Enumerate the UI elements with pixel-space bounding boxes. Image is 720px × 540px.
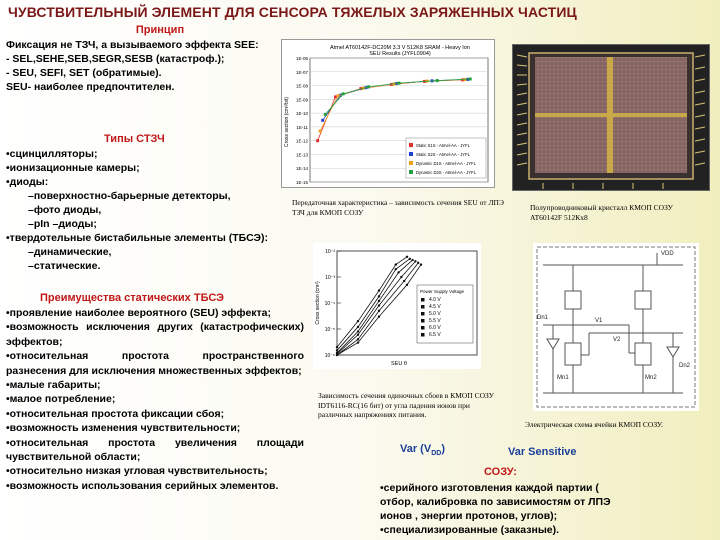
chart2-ytick-label: 10⁻³ bbox=[325, 275, 335, 281]
chart2-legend-swatch bbox=[421, 312, 425, 316]
chart2-data-point bbox=[357, 341, 359, 343]
chart2-data-point bbox=[406, 284, 408, 286]
list-item: •проявление наиболее вероятного (SEU) эффекта; bbox=[6, 307, 272, 319]
chart1-ytick-label: 1E-14 bbox=[295, 166, 308, 172]
principle-line: - SEL,SEHE,SEB,SEGR,SESB (катастроф.); bbox=[6, 53, 225, 65]
label-mn1: Mn1 bbox=[557, 375, 569, 381]
chart2-data-point bbox=[414, 260, 416, 262]
chart-seu-vs-let bbox=[281, 39, 495, 188]
chart2-legend-title: Power Supply Voltage bbox=[420, 289, 465, 294]
chart1-ytick-label: 1E-09 bbox=[295, 97, 308, 103]
label-v2: V2 bbox=[613, 337, 621, 343]
schematic-caption: Электрическая схема ячейки КМОП СОЗУ. bbox=[525, 420, 663, 429]
chart1-legend-label: Static S1S - Atmel-AA - JYFL bbox=[416, 143, 470, 148]
chart1-legend-label: Dynamic D1S - Atmel-AA - JYFL bbox=[416, 161, 477, 166]
chart2-data-point bbox=[417, 262, 419, 264]
chart1-data-point bbox=[342, 92, 345, 95]
list-item: •ионизационные камеры; bbox=[6, 162, 140, 174]
chart1-ytick-label: 1E-10 bbox=[295, 111, 308, 117]
chart2-legend-swatch bbox=[421, 298, 425, 302]
chart2-data-point bbox=[336, 354, 338, 356]
chart1-data-point bbox=[469, 77, 472, 80]
chart2-caption: Зависимость сечения одиночных сбоев в КМОП СОЗУ IDT6116-RC(16 бит) от угла падения ионов при различных напряжениях питания. bbox=[318, 391, 494, 419]
chart2-legend bbox=[417, 285, 473, 343]
chart2-data-point bbox=[378, 310, 380, 312]
chart1-data-point bbox=[436, 79, 439, 82]
list-item: •относительная простота пространственного разнесения для исключения множественных эффектов; bbox=[6, 350, 304, 377]
principle-heading: Принцип bbox=[135, 24, 185, 36]
chart2-legend-label: 6.5 V bbox=[429, 332, 441, 338]
list-item: •возможность использования серийных элементов. bbox=[6, 479, 279, 492]
chart1-legend-swatch bbox=[409, 152, 413, 156]
sram-cell-schematic bbox=[533, 243, 699, 411]
chart2-legend-label: 4.5 V bbox=[429, 304, 441, 310]
list-item: –поверхностно-барьерные детекторы, bbox=[28, 190, 231, 202]
chart1-legend-label: Dynamic D2S - Atmel-AA - JYFL bbox=[416, 170, 477, 175]
label-v1: V1 bbox=[595, 318, 603, 324]
list-item: –фото диоды, bbox=[28, 204, 102, 216]
principle-line: Фиксация не ТЗЧ, а вызываемого эффекта SEE: bbox=[6, 39, 259, 51]
chart1-ytick-label: 1E-15 bbox=[295, 180, 308, 185]
chart1-caption: Передаточная характеристика – зависимость сечения SEU от ЛПЭ ТЗЧ для КМОП СОЗУ bbox=[292, 198, 504, 217]
chart2-legend-label: 4.0 V bbox=[429, 297, 441, 303]
chart2-legend-swatch bbox=[421, 305, 425, 309]
chart2-data-point bbox=[403, 280, 405, 282]
chart2-data-point bbox=[397, 271, 399, 273]
chart1-ytick-label: 1E-12 bbox=[295, 138, 308, 144]
chart2-ytick-label: 10⁻⁶ bbox=[324, 353, 335, 359]
chart2-legend-label: 5.5 V bbox=[429, 318, 441, 324]
chart1-legend bbox=[406, 138, 486, 178]
chart2-ytick-label: 10⁻⁴ bbox=[324, 301, 335, 307]
chart2-data-point bbox=[400, 276, 402, 278]
list-item: •специализированные (заказные). bbox=[380, 524, 560, 536]
chart2-data-point bbox=[336, 346, 338, 348]
page-title: ЧУВСТВИТЕЛЬНЫЙ ЭЛЕМЕНТ ДЛЯ СЕНСОРА ТЯЖЕЛЫХ ЗАРЯЖЕННЫХ ЧАСТИЦ bbox=[8, 4, 577, 20]
list-item: •малое потребление; bbox=[6, 393, 116, 406]
chart1-ytick-label: 1E-08 bbox=[295, 83, 308, 89]
list-item: –pIn –диоды; bbox=[28, 218, 97, 230]
chart2-data-point bbox=[378, 315, 380, 317]
principle-text bbox=[6, 38, 276, 94]
chart2-legend-label: 6.0 V bbox=[429, 325, 441, 331]
list-item: •относительно низкая угловая чувствительность; bbox=[6, 465, 268, 478]
label-vdd: VDD bbox=[661, 251, 674, 257]
chart2-data-point bbox=[406, 256, 408, 258]
list-item: •серийного изготовления каждой партии ( отбор, калибровка по зависимостям от ЛПЭ ионов , энергии протонов, углов); bbox=[380, 482, 611, 522]
chart2-data-point bbox=[357, 334, 359, 336]
chart1-data-point bbox=[319, 130, 322, 133]
chart2-data-point bbox=[378, 300, 380, 302]
chart2-legend-swatch bbox=[421, 319, 425, 323]
chart1-data-point bbox=[316, 139, 319, 142]
chart2-data-point bbox=[378, 289, 380, 291]
chart-xsection-vs-angle bbox=[313, 243, 481, 369]
chip-caption: Полупроводниковый кристалл КМОП СОЗУ AT60142F 512Кх8 bbox=[530, 203, 673, 222]
var-sensitive-label: Var Sensitive bbox=[508, 446, 577, 458]
sozu-list bbox=[380, 481, 630, 537]
chart1-data-point bbox=[398, 82, 401, 85]
chart2-data-point bbox=[357, 330, 359, 332]
chart2-xlabel: SEU θ bbox=[391, 361, 407, 367]
label-mn2: Mn2 bbox=[645, 375, 657, 381]
advantages-heading: Преимущества статических ТБСЭ bbox=[40, 292, 224, 304]
label-dn1: Dn1 bbox=[537, 315, 549, 321]
chart2-ylabel: Cross section (cm²) bbox=[315, 281, 321, 325]
chart2-data-point bbox=[409, 258, 411, 260]
var-vdd-close: ) bbox=[441, 443, 445, 455]
list-item: •относительная простота фиксации сбоя; bbox=[6, 407, 225, 420]
list-item: •возможность изменения чувствительности; bbox=[6, 422, 241, 435]
var-vdd-label bbox=[400, 443, 445, 457]
sozu-heading: СОЗУ: bbox=[484, 466, 517, 478]
list-item: •возможность исключения других (катастрофических) эффектов; bbox=[6, 321, 304, 348]
list-item: •диоды: bbox=[6, 176, 49, 188]
chart2-data-point bbox=[411, 259, 413, 261]
var-vdd-text: Var (V bbox=[400, 443, 432, 455]
types-heading: Типы СТЗЧ bbox=[104, 133, 165, 145]
chart2-legend-swatch bbox=[421, 333, 425, 337]
types-list bbox=[6, 147, 286, 273]
chart2-data-point bbox=[378, 304, 380, 306]
chart1-ytick-label: 1E-07 bbox=[295, 69, 308, 75]
chart1-header2: SEU Results (JYFL0904) bbox=[369, 51, 431, 57]
var-vdd-sub: DD bbox=[431, 450, 442, 458]
chart2-legend-swatch bbox=[421, 326, 425, 330]
chart1-svg bbox=[282, 40, 494, 187]
chart2-data-point bbox=[420, 263, 422, 265]
chart1-data-point bbox=[324, 113, 327, 116]
chart2-data-point bbox=[357, 326, 359, 328]
chart2-data-point bbox=[378, 295, 380, 297]
chart2-ytick-label: 10⁻⁵ bbox=[324, 327, 335, 333]
chart2-data-point bbox=[357, 338, 359, 340]
chart2-svg bbox=[313, 243, 481, 369]
label-dn2: Dn2 bbox=[679, 363, 691, 369]
chart1-ylabel: Cross section (cm²/bit) bbox=[284, 96, 290, 148]
chart2-data-point bbox=[336, 349, 338, 351]
chip-photo bbox=[512, 44, 710, 191]
chip-svg bbox=[513, 45, 709, 190]
chart2-data-point bbox=[395, 263, 397, 265]
list-item: –статические. bbox=[28, 260, 101, 272]
schematic-svg bbox=[533, 243, 699, 411]
chart1-legend-label: Static S2S - Atmel-AA - JYFL bbox=[416, 152, 470, 157]
principle-line: - SEU, SEFI, SET (обратимые). bbox=[6, 67, 162, 79]
chart1-legend-swatch bbox=[409, 143, 413, 147]
chart1-ytick-label: 1E-13 bbox=[295, 152, 308, 158]
chart2-legend-label: 5.0 V bbox=[429, 311, 441, 317]
chart1-data-point bbox=[336, 94, 339, 97]
chart1-legend-swatch bbox=[409, 170, 413, 174]
chart1-ytick-label: 1E-06 bbox=[295, 56, 308, 61]
chart2-data-point bbox=[357, 320, 359, 322]
chart1-legend-swatch bbox=[409, 161, 413, 165]
chart2-ytick-label: 10⁻² bbox=[325, 249, 335, 255]
chart1-data-point bbox=[367, 85, 370, 88]
chart1-ytick-label: 1E-11 bbox=[296, 124, 308, 130]
chart1-header1: Atmel AT60142F-DC20M 3.3 V 512K8 SRAM - Heavy Ion bbox=[330, 45, 470, 51]
list-item: •сцинцилляторы; bbox=[6, 148, 98, 160]
advantages-list bbox=[6, 306, 304, 493]
chart1-data-point bbox=[321, 119, 324, 122]
list-item: •твердотельные бистабильные элементы (ТБСЭ): bbox=[6, 232, 268, 244]
list-item: •малые габариты; bbox=[6, 379, 101, 392]
chart2-data-point bbox=[395, 268, 397, 270]
principle-line: SEU- наиболее предпочтителен. bbox=[6, 81, 175, 93]
list-item: •относительная простота увеличения площади чувствительной области; bbox=[6, 436, 304, 464]
list-item: –динамические, bbox=[28, 246, 112, 258]
